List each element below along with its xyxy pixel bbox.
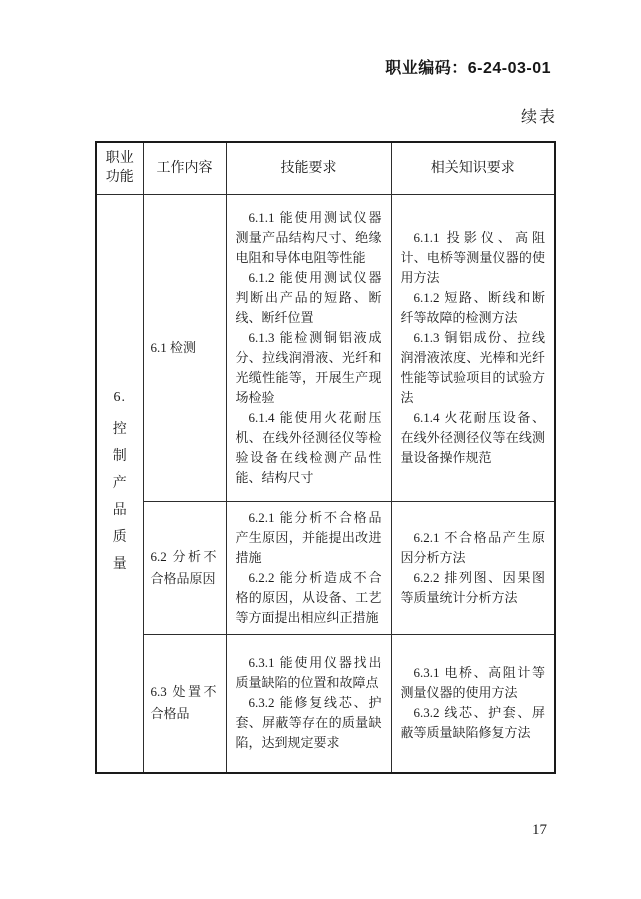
table-header-row [96, 142, 555, 194]
column-header-work-content: 工作内容 [143, 142, 226, 194]
skill-item: 6.1.2 能使用测试仪器判断出产品的短路、断线、断纤位置 [235, 269, 382, 325]
skills-cell-6-3 [226, 634, 391, 773]
skill-item: 6.2.2 能分析造成不合格的原因，从设备、工艺等方面提出相应纠正措施 [235, 569, 382, 625]
occupation-code-text: 职业编码：6-24-03-01 [385, 60, 551, 77]
knowledge-item: 6.2.2 排列图、因果图等质量统计分析方法 [400, 569, 545, 605]
work-content-cell-6-2: 6.2 分析不合格品原因 [143, 501, 226, 634]
work-content-cell-6-1: 6.1 检测 [143, 194, 226, 501]
column-header-knowledge: 相关知识要求 [391, 142, 555, 194]
skill-item: 6.2.1 能分析不合格品产生原因，并能提出改进措施 [235, 509, 382, 565]
skill-item: 6.1.1 能使用测试仪器测量产品结构尺寸、绝缘电阻和导体电阻等性能 [235, 209, 382, 265]
table-row-6-2 [96, 501, 555, 634]
continued-table-label: 续表 [520, 109, 557, 126]
knowledge-item: 6.3.1 电桥、高阻计等测量仪器的使用方法 [400, 665, 545, 701]
knowledge-item: 6.2.1 不合格品产生原因分析方法 [400, 529, 545, 565]
knowledge-cell-6-1 [391, 194, 555, 501]
knowledge-cell-6-2 [391, 501, 555, 634]
work-content-cell-6-3: 6.3 处置不合格品 [143, 634, 226, 773]
skills-cell-6-2 [226, 501, 391, 634]
knowledge-item: 6.3.2 线芯、护套、屏蔽等质量缺陷修复方法 [400, 705, 545, 741]
skill-item: 6.1.4 能使用火花耐压机、在线外径测径仪等检验设备在线检测产品性能、结构尺寸 [235, 409, 382, 485]
skill-item: 6.3.2 能修复线芯、护套、屏蔽等存在的质量缺陷，达到规定要求 [235, 695, 382, 751]
knowledge-item: 6.1.2 短路、断线和断纤等故障的检测方法 [400, 289, 545, 325]
function-cell [96, 194, 143, 773]
column-header-skills: 技能要求 [226, 142, 391, 194]
knowledge-item: 6.1.3 铜铝成份、拉线润滑液浓度、光棒和光纤性能等试验项目的试验方法 [400, 329, 545, 405]
table-row-6-3 [96, 634, 555, 773]
skill-item: 6.1.3 能检测铜铝液成分、拉线润滑液、光纤和光缆性能等，开展生产现场检验 [235, 329, 382, 405]
knowledge-item: 6.1.1 投影仪、高阻计、电桥等测量仪器的使用方法 [400, 229, 545, 285]
knowledge-item: 6.1.4 火花耐压设备、在线外径测径仪等在线测量设备操作规范 [400, 409, 545, 465]
skills-cell-6-1 [226, 194, 391, 501]
knowledge-cell-6-3 [391, 634, 555, 773]
skill-item: 6.3.1 能使用仪器找出质量缺陷的位置和故障点 [235, 655, 382, 691]
function-name-vertical: 控制产品质量 [112, 421, 127, 572]
column-header-function: 职业功能 [96, 142, 143, 194]
requirements-table [95, 141, 556, 774]
page-number: 17 [532, 822, 547, 838]
function-number: 6. [113, 389, 126, 405]
table-row-6-1 [96, 194, 555, 501]
